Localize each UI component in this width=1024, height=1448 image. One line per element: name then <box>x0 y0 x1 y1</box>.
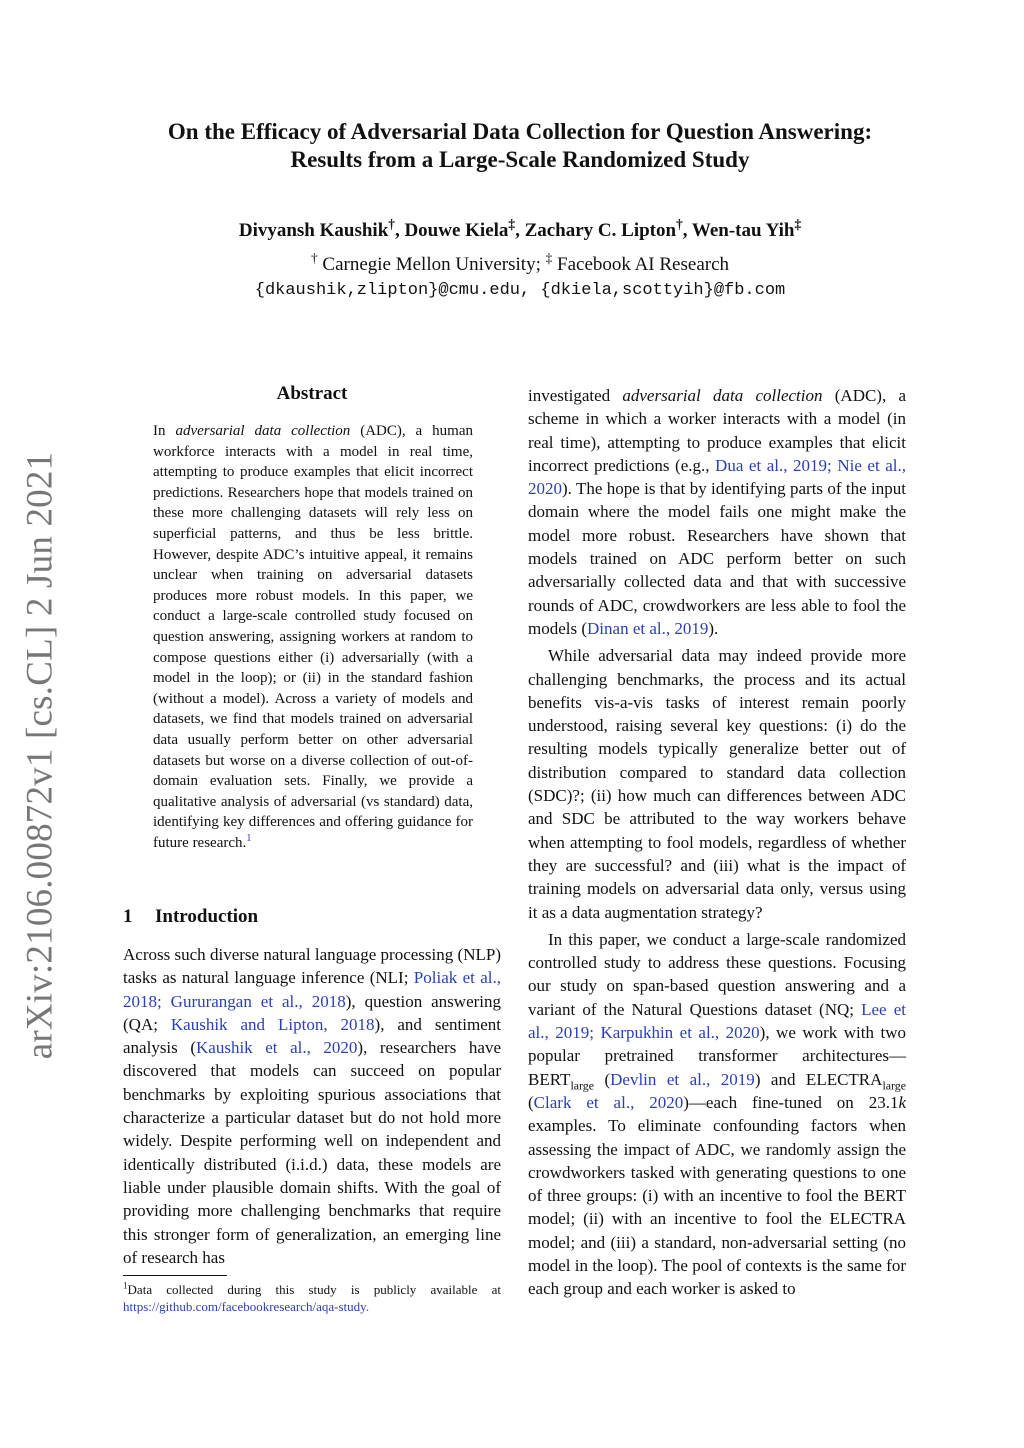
introduction-paragraph-1 <box>123 943 501 1269</box>
body-emphasis: adversarial data collection <box>622 386 823 405</box>
introduction-paragraph-3 <box>528 928 906 1301</box>
introduction-paragraph-2: While adversarial data may indeed provide more challenging benchmarks, the process and its actual benefits vis-a-vis tasks of interest remain poorly understood, raising several key questions: (i) do the resulting models typically generalize better out of distribution compared to standard data collection (SDC)?; (ii) how much can differences between ADC and SDC be attributed to the way workers behave when attempting to fool models, regardless of whether they are successful? and (iii) what is the impact of training models on adversarial data only, versus using it as a data augmentation strategy? <box>528 646 906 922</box>
body-text: ( <box>594 1069 611 1089</box>
body-text: In this paper, we conduct a large-scale randomized controlled study to address these questions. Focusing our study on span-based question answering and a variant of the Natural Questions dataset (NQ; <box>528 929 906 1019</box>
title-line-2: Results from a Large-Scale Randomized Study <box>290 147 750 172</box>
abstract-text: (ADC), a human workforce interacts with a model in real time, attempting to produce examples that elicit incorrect predictions. Researchers hope that models trained on these more challenging datasets will rely less on superficial patterns, and thus be less brittle. However, despite ADC’s intuitive appeal, it remains unclear when training on adversarial datasets produces more robust models. In this paper, we conduct a large-scale controlled study focused on question answering, assigning workers at random to compose questions either (i) adversarially (with a model in the loop); or (ii) in the standard fashion (without a model). Across a variety of models and datasets, we find that models trained on adversarial data usually perform better on other adversarial datasets but worse on a diverse collection of out-of-domain evaluation sets. Finally, we provide a qualitative analysis of adversarial (vs standard) data, identifying key differences and offering guidance for future research. <box>153 423 473 851</box>
citation-link[interactable]: Lee et al., 2019; Karpukhin et al., 2020 <box>528 999 906 1043</box>
right-column <box>528 384 906 1301</box>
paper-title <box>100 118 940 174</box>
author-separator: , <box>682 220 692 241</box>
title-line-1: On the Efficacy of Adversarial Data Collection for Question Answering: <box>167 119 873 144</box>
body-text: ), researchers have discovered that models can succeed on popular benchmarks by exploiting spurious associations that characterize a particular dataset but do not hold more widely. Despite performing well on independent and identically distributed (i.i.d.) data, these models are liable under plausible domain shifts. With the goal of providing more challenging benchmarks that require this stronger form of generalization, an emerging line of research has <box>123 1038 501 1267</box>
footnote-text: Data collected during this study is publicly available at <box>127 1282 501 1297</box>
author-yih: Wen-tau Yih <box>691 220 795 241</box>
author-list <box>100 218 940 244</box>
footnote <box>123 1281 501 1315</box>
author-kaushik: Divyansh Kaushik <box>238 220 389 241</box>
abstract-heading: Abstract <box>276 383 348 404</box>
citation-link[interactable]: Poliak et al., 2018; Gururangan et al., 2018 <box>123 968 501 1011</box>
citation-link[interactable]: Kaushik et al., 2020 <box>196 1038 358 1058</box>
dataset-url-link[interactable]: https://github.com/facebookresearch/aqa-study. <box>123 1299 370 1314</box>
body-text: ) and ELECTRA <box>754 1069 883 1089</box>
affil-mark: † <box>310 250 318 266</box>
author-separator: , <box>515 220 525 241</box>
affil-mark: ‡ <box>794 216 802 232</box>
affiliation-cmu: Carnegie Mellon University; <box>317 254 546 275</box>
math-number: 23.1 <box>868 1092 899 1112</box>
section-title: Introduction <box>155 906 259 927</box>
arxiv-identifier <box>2 451 78 1059</box>
affiliation-fair: Facebook AI Research <box>552 254 730 275</box>
author-lipton: Zachary C. Lipton <box>524 220 677 241</box>
section-heading-introduction <box>123 906 258 928</box>
affil-mark: † <box>676 216 683 232</box>
author-kiela: Douwe Kiela <box>404 220 509 241</box>
body-text: ). The hope is that by identifying parts of the input domain where the model fails one might make the model more robust. Researchers have shown that models trained on ADC perform better on such adversarially collected data and that with successive rounds of ADC, crowdworkers are less able to fool the models ( <box>528 479 906 638</box>
affil-mark: † <box>388 216 395 232</box>
footnote-marker[interactable]: 1 <box>246 832 252 844</box>
body-text: ( <box>528 1092 534 1112</box>
abstract-text: In <box>153 423 176 439</box>
author-separator: , <box>394 220 405 241</box>
math-variable: k <box>898 1092 906 1112</box>
model-size-subscript: large <box>882 1078 906 1092</box>
body-text: (ADC), a scheme in which a worker interacts with a model (in real time), attempting to produce examples that elicit incorrect predictions (e.g., <box>528 386 907 475</box>
introduction-paragraph-1-continued <box>528 384 906 640</box>
footnote-divider <box>123 1275 227 1276</box>
body-text: investigated <box>528 386 623 405</box>
body-text: ), we work with two popular pretrained transformer architectures—BERT <box>528 1023 906 1089</box>
model-size-subscript: large <box>570 1078 594 1092</box>
citation-link[interactable]: Kaushik and Lipton, 2018 <box>170 1014 375 1034</box>
citation-link[interactable]: Dua et al., 2019; Nie et al., 2020 <box>528 455 906 499</box>
citation-link[interactable]: Clark et al., 2020 <box>533 1092 684 1112</box>
abstract-body <box>153 421 473 853</box>
body-text: ), question answering (QA; <box>123 991 502 1034</box>
body-text: examples. To eliminate confounding factors when assessing the impact of ADC, we randomly assign the crowdworkers tasked with generating questions to one of three groups: (i) with an incentive to fool the BERT model; (ii) with an incentive to fool the ELECTRA model; and (iii) a standard, non-adversarial setting (no model in the loop). The pool of contexts is the same for each group and each worker is asked to <box>528 1116 906 1299</box>
affil-mark: ‡ <box>545 250 553 266</box>
body-text: ), and sentiment analysis ( <box>123 1014 501 1058</box>
citation-link[interactable]: Dinan et al., 2019 <box>587 618 709 638</box>
author-emails: {dkaushik,zlipton}@cmu.edu, {dkiela,scottyih}@fb.com <box>254 281 786 300</box>
arxiv-identifier-text: arXiv:2106.00872v1 [cs.CL] 2 Jun 2021 <box>19 451 61 1059</box>
body-text: Across such diverse natural language processing (NLP) tasks as natural language inference (NLI; <box>123 945 501 988</box>
abstract-emphasis: adversarial data collection <box>175 423 351 439</box>
affiliations <box>100 252 940 278</box>
affil-mark: ‡ <box>508 216 516 232</box>
section-number: 1 <box>123 906 133 927</box>
citation-link[interactable]: Devlin et al., 2019 <box>610 1069 755 1089</box>
body-text: ). <box>708 618 719 638</box>
footnote-number: 1 <box>123 1280 128 1291</box>
body-text: )—each fine-tuned on <box>683 1092 869 1112</box>
